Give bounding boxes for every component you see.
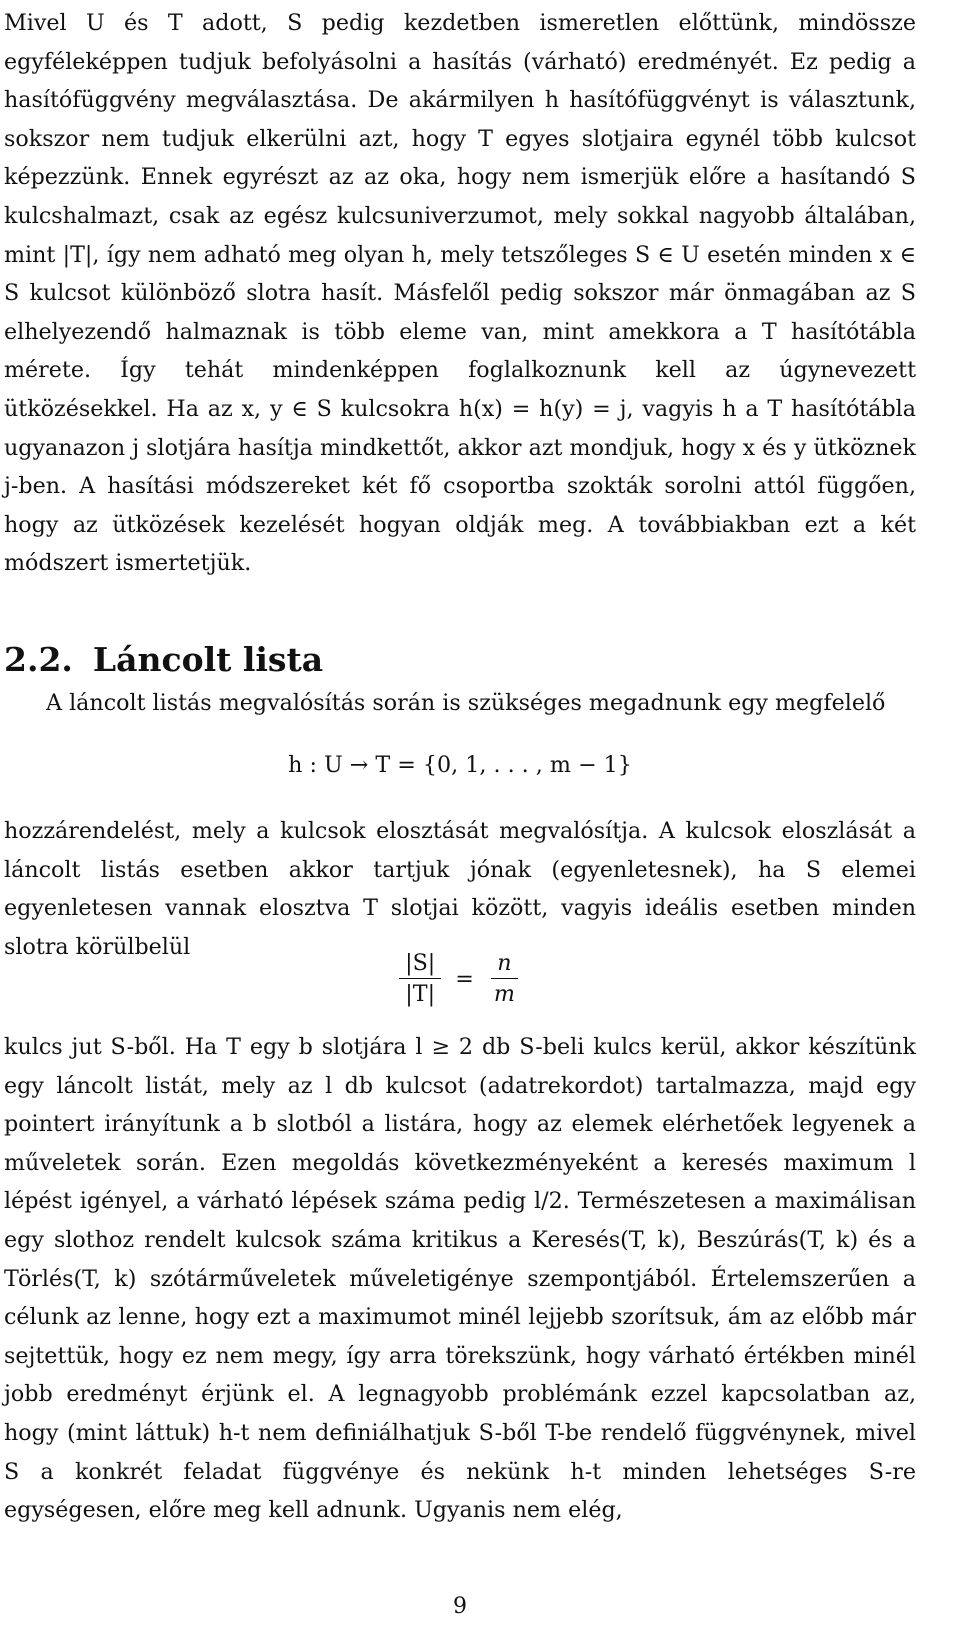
fraction-numerator-left: |S| [399,950,441,979]
page-number: 9 [453,1594,467,1619]
paragraph-3: kulcs jut S-ből. Ha T egy b slotjára l ≥ 2 db S-beli kulcs kerül, akkor készítünk egy láncolt listát, mely az l db kulcsot (adatrekordot) tartalmazza, majd egy pointert irányítunk a b slotból a listára, hogy az elemek elérhetőek legyenek a műveletek során. Ezen megoldás következményeként a keresés maximum l lépést igényel, a várható lépések száma pedig l/2. Természetesen a maximálisan egy slothoz rendelt kulcsok száma kritikus a Keresés(T, k), Beszúrás(T, k) és a Törlés(T, k) szótárműveletek műveletigénye szempontjából. Értelemszerűen a célunk az lenne, hogy ezt a maximumot minél lejjebb szorítsuk, ám az előbb már sejtettük, hogy ez nem megy, így arra törekszünk, hogy várható értékben minél jobb eredményt érjünk el. A legnagyobb problémánk ezzel kapcsolatban az, hogy (mint láttuk) h-t nem definiálhatjuk S-ből T-be rendelő függvénynek, mivel S a konkrét feladat függvénye és nekünk h-t minden lehetséges S-re egységesen, előre meg kell adnunk. Ugyanis nem elég, [4,1034,916,1524]
section-heading [4,640,323,679]
equation-mapping: h : U → T = {0, 1, . . . , m − 1} [288,752,632,778]
equation-ratio [4,950,916,1007]
paragraph-2-cont: hozzárendelést, mely a kulcsok elosztását megvalósítja. A kulcsok eloszlását a láncolt listás esetben akkor tartjuk jónak (egyenletesnek), ha S elemei egyenletesen vannak elosztva T slotjai között, vagyis ideális esetben minden slotra körülbelül [4,818,916,960]
equals-sign: = [455,965,474,992]
paragraph-1: Mivel U és T adott, S pedig kezdetben ismeretlen előttünk, mindössze egyféleképpen tudjuk befolyásolni a hasítás (várható) eredményét. Ez pedig a hasítófüggvény megválasztása. De akármilyen h hasítófüggvényt is választunk, sokszor nem tudjuk elkerülni azt, hogy T egyes slotjaira egynél több kulcsot képezzünk. Ennek egyrészt az az oka, hogy nem ismerjük előre a hasítandó S kulcshalmazt, csak az egész kulcsuniverzumot, mely sokkal nagyobb általában, mint |T|, így nem adható meg olyan h, mely tetszőleges S ∈ U esetén minden x ∈ S kulcsot különböző slotra hasít. Másfelől pedig sokszor már önmagában az S elhelyezendő halmaznak is több eleme van, mint amekkora a T hasítótábla mérete. Így tehát mindenképpen foglalkoznunk kell az úgynevezett ütközésekkel. Ha az x, y ∈ S kulcsokra h(x) = h(y) = j, vagyis h a T hasítótábla ugyanazon j slotjára hasítja mindkettőt, akkor azt mondjuk, hogy x és y ütköznek j-ben. A hasítási módszereket két fő csoportba szokták sorolni attól függően, hogy az ütközések kezelését hogyan oldják meg. A továbbiakban ezt a két módszert ismertetjük. [4,10,916,577]
section-number: 2.2. [4,640,73,679]
document-page [4,0,916,1619]
fraction-denominator-left: |T| [405,981,436,1007]
section-title: Láncolt lista [92,640,324,679]
paragraph-2-intro: A láncolt listás megvalósítás során is szükséges megadnunk egy megfelelő [46,690,886,716]
fraction-numerator-right: n [491,950,517,979]
fraction-denominator-right: m [493,981,515,1007]
